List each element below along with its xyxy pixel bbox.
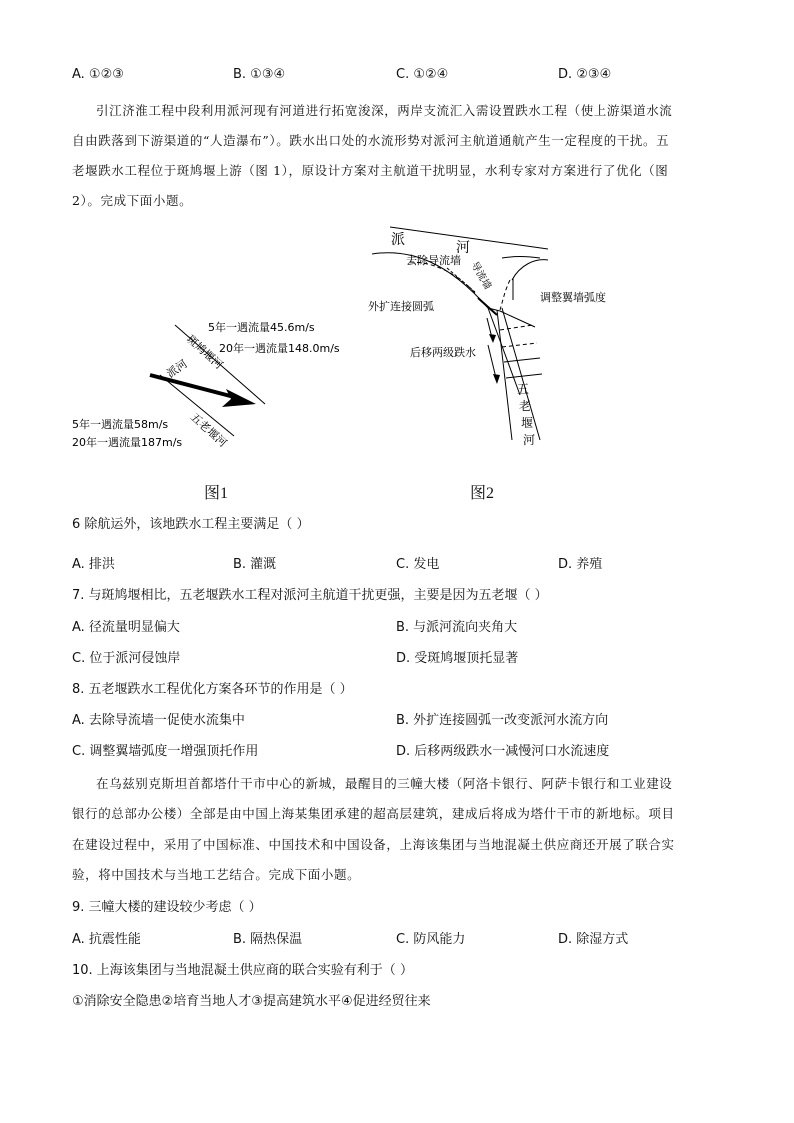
q7-stem: 7. 与斑鸠堰相比，五老堰跌水工程对派河主航道干扰更强，主要是因为五老堰（ ） [72,588,548,603]
drop-step-1-dashed [500,325,533,330]
drop-step-3 [504,358,540,362]
q10-choices-line: ①消除安全隐患②培育当地人才③提高建筑水平④促进经贸往来 [72,994,431,1009]
fig1-wulao-label: 五老堰河 [187,410,230,450]
q5-option-b: B. ①③④ [233,67,286,82]
q6-option-d: D. 养殖 [558,557,603,572]
fig1-paihe-label: 派河 [164,357,190,381]
q5-option-c: C. ①②④ [396,67,449,82]
q6-option-c: C. 发电 [396,557,440,572]
q9-option-c: C. 防风能力 [396,932,466,947]
wulao-channel-left-upper [488,308,520,395]
passage1-line-2: 自由跌落到下游渠道的“人造瀑布”）。跌水出口处的水流形势对派河主航道通航产生一定程度的干扰。五 [72,133,670,148]
fig1-banjiu-label: 斑鸠堰河 [183,332,226,372]
fig1-top-20yr-flow: 20年一遇流量148.0m/s [219,342,340,355]
q9-option-b: B. 隔热保温 [233,932,303,947]
fig1-bottom-20yr-flow: 20年一遇流量187m/s [72,436,183,449]
passage1-line-4: 2）。完成下面小题。 [72,193,193,208]
passage2-line-1: 在乌兹别克斯坦首都塔什干市中心的新城，最醒目的三幢大楼（阿洛卡银行、阿萨卡银行和工业建设 [96,776,673,791]
fig2-label-guide-wall: 导流墙 [468,260,493,292]
q8-option-b: B. 外扩连接圆弧一改变派河水流方向 [396,713,609,728]
q5-option-d: D. ②③④ [558,67,612,82]
fig2-label-remove-wall: 去除导流墙 [406,254,461,267]
flow-arrow-1-head [489,334,496,343]
guide-wall-dashed [447,268,475,292]
figure-1-caption: 图1 [204,485,229,502]
fig1-bottom-5yr-flow: 5年一遇流量58m/s [72,418,169,431]
q9-stem: 9. 三幢大楼的建设较少考虑（ ） [72,900,262,915]
guide-wall-remnant [478,298,497,315]
wing-wall-dashed [500,280,510,310]
fig2-label-drop: 后移两级跌水 [410,346,476,359]
passage2-line-2: 银行的总部办公楼）全部是由中国上海某集团承建的超高层建筑，建成后将成为塔什干市的新地标。项目 [72,806,675,821]
q8-option-c: C. 调整翼墙弧度一增强顶托作用 [72,744,259,759]
q7-option-c: C. 位于派河侵蚀岸 [72,651,181,666]
passage1-line-3: 老堰跌水工程位于斑鸠堰上游（图 1），原设计方案对主航道干扰明显，水利专家对方案进行了优化（图 [72,163,669,178]
q8-stem: 8. 五老堰跌水工程优化方案各环节的作用是（ ） [72,682,353,697]
fig2-label-wulao-1: 五 [517,382,530,396]
fig1-top-5yr-flow: 5年一遇流量45.6m/s [208,321,315,334]
q7-option-b: B. 与派河流向夹角大 [396,620,518,635]
drop-step-4 [506,374,542,378]
fig2-label-wulao-3: 堰 [521,416,534,430]
q9-option-a: A. 抗震性能 [72,932,141,947]
q10-stem: 10. 上海该集团与当地混凝土供应商的联合实验有利于（ ） [72,963,413,978]
wing-wall-arc [512,260,548,280]
figure-2-diagram [0,0,794,510]
passage2-line-3: 在建设过程中，采用了中国标准、中国技术和中国设备，上海该集团与当地混凝土供应商还开展了联合实 [72,837,675,852]
q7-option-d: D. 受斑鸠堰顶托显著 [396,651,519,666]
q8-option-d: D. 后移两级跌水一减慢河口水流速度 [396,744,610,759]
drop-step-2-dashed [502,343,537,347]
q6-stem: 6 除航运外，该地跌水工程主要满足（ ） [72,517,310,532]
figure-2-caption: 图2 [470,485,495,502]
q5-option-a: A. ①②③ [72,67,124,82]
flow-arrow-2-shaft [488,345,496,378]
q6-option-b: B. 灌溉 [233,557,277,572]
paihe-south-bank-right [502,257,540,259]
fig2-label-arc: 外扩连接圆弧 [368,300,434,313]
q9-option-d: D. 除湿方式 [558,932,629,947]
fig2-label-he: 河 [456,240,470,256]
flow-arrow-2-head [493,374,500,384]
q6-option-a: A. 排洪 [72,557,115,572]
q8-option-a: A. 去除导流墙一促使水流集中 [72,713,245,728]
fig2-label-wulao-4: 河 [523,433,536,447]
q7-option-a: A. 径流量明显偏大 [72,620,180,635]
passage1-line-1: 引江济淮工程中段利用派河现有河道进行拓宽浚深，两岸支流汇入需设置跌水工程（使上游渠道水流 [96,103,673,118]
fig2-label-wing-wall: 调整翼墙弧度 [540,291,606,304]
passage2-line-4: 验，将中国技术与当地工艺结合。完成下面小题。 [72,867,361,882]
fig2-label-wulao-2: 老 [519,399,532,413]
fig2-label-pai: 派 [391,232,405,248]
